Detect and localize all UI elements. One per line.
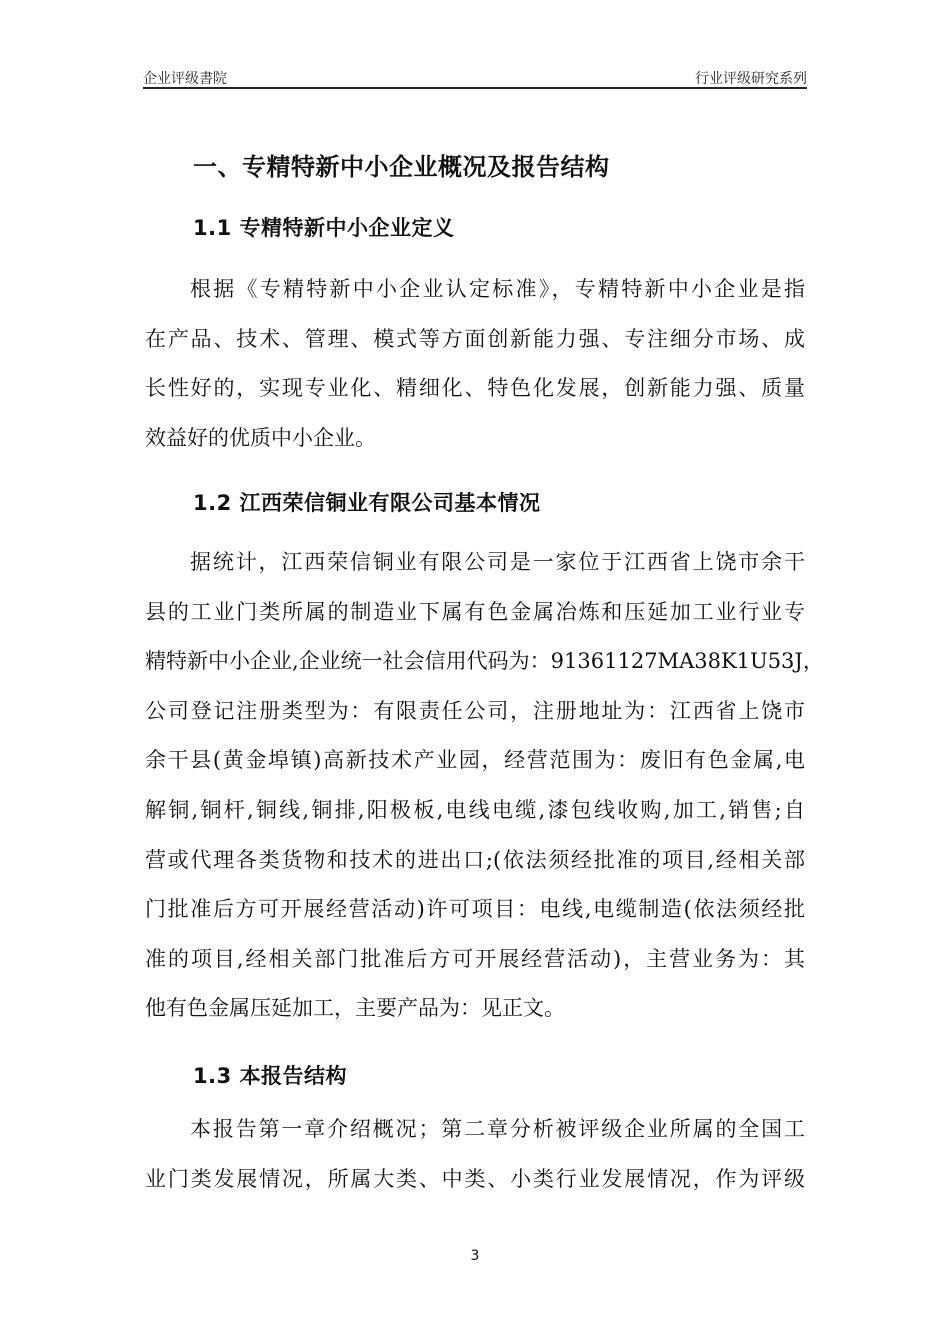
- header-rule: [143, 87, 807, 89]
- text-line: 公司登记注册类型为：有限责任公司，注册地址为：江西省上饶市: [145, 698, 805, 723]
- chapter-title: 一、专精特新中小企业概况及报告结构: [193, 153, 610, 181]
- page-number: 3: [470, 1248, 480, 1264]
- section-title: 1.2 江西荣信铜业有限公司基本情况: [193, 491, 541, 515]
- text-line: 效益好的优质中小企业。: [145, 425, 376, 450]
- section-title: 1.1 专精特新中小企业定义: [193, 216, 455, 240]
- page-header: [143, 66, 807, 88]
- paragraph: [145, 265, 805, 463]
- text-line: 县的工业门类所属的制造业下属有色金属冶炼和压延加工业行业专: [145, 599, 805, 624]
- text-line: 长性好的，实现专业化、精细化、特色化发展，创新能力强、质量: [145, 376, 805, 401]
- section-title: 1.3 本报告结构: [193, 1064, 348, 1088]
- text-line: 业门类发展情况，所属大类、中类、小类行业发展情况，作为评级: [145, 1166, 805, 1191]
- text-line: 在产品、技术、管理、模式等方面创新能力强、专注细分市场、成: [145, 326, 805, 351]
- text-line: 精特新中小企业,企业统一社会信用代码为：91361127MA38K1U53J，: [145, 649, 824, 674]
- text-line: 本报告第一章介绍概况；第二章分析被评级企业所属的全国工: [190, 1117, 805, 1141]
- paragraph: [145, 538, 824, 1034]
- text-line: 根据《专精特新中小企业认定标准》，专精特新中小企业是指: [190, 277, 805, 301]
- paragraph: [145, 1105, 805, 1204]
- header-left: 企业评级書院: [143, 71, 227, 87]
- header-right: 行业评级研究系列: [695, 71, 807, 87]
- text-line: 营或代理各类货物和技术的进出口;(依法须经批准的项目,经相关部: [145, 847, 805, 872]
- text-line: 准的项目,经相关部门批准后方可开展经营活动)，主营业务为：其: [145, 946, 805, 971]
- text-line: 据统计，江西荣信铜业有限公司是一家位于江西省上饶市余干: [190, 550, 805, 574]
- text-line: 余干县(黄金埠镇)高新技术产业园，经营范围为：废旧有色金属,电: [145, 748, 805, 773]
- text-line: 他有色金属压延加工，主要产品为：见正文。: [145, 996, 565, 1021]
- text-line: 解铜,铜杆,铜线,铜排,阳极板,电线电缆,漆包线收购,加工,销售;自: [145, 797, 805, 822]
- text-line: 门批准后方可开展经营活动)许可项目：电线,电缆制造(依法须经批: [145, 897, 805, 922]
